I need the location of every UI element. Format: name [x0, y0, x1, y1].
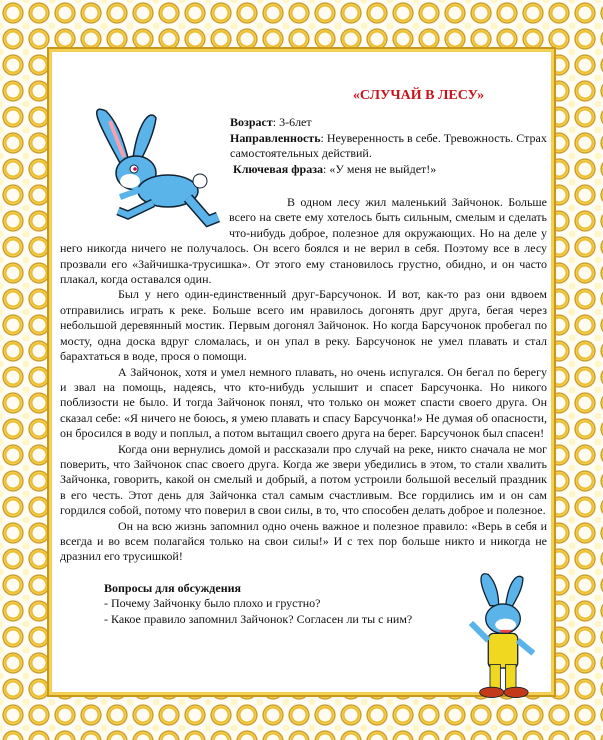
- story-title: «СЛУЧАЙ В ЛЕСУ»: [352, 88, 485, 103]
- story-paragraph: А Зайчонок, хотя и умел немного плавать, но очень испугался. Он бегал по берегу и звал на помощь, надеясь, что кто-нибудь услышит и спасет Барсучонка. Но никого поблизости не было. И тогда Зайчонок понял, что только он может спасти своего друга. Он сказал себе: «Я ничего не боюсь, я умею плавать и спасу Барсучонка!» Не думая об опасности, он бросился в воду и поплыл, а потом вытащил своего друга на берег. Барсучонок был спасен!: [60, 364, 547, 441]
- focus-line: [230, 131, 547, 162]
- age-line: [230, 115, 547, 130]
- age-value: : 3-6лет: [272, 115, 312, 130]
- question-item: - Какое правило запомнил Зайчонок? Согласен ли ты с ним?: [104, 611, 413, 626]
- focus-value: : Неуверенность в себе. Тревожность. Страх самостоятельных действий.: [230, 130, 547, 161]
- key-phrase-value: : «У меня не выйдет!»: [323, 161, 437, 176]
- standing-rabbit-illustration: [455, 571, 551, 701]
- focus-label: Направленность: [230, 130, 321, 145]
- running-rabbit-illustration: [58, 103, 223, 233]
- questions-heading: Вопросы для обсуждения: [104, 580, 242, 595]
- key-phrase-label: Ключевая фраза: [233, 161, 324, 176]
- bottom-section: [60, 571, 547, 701]
- story-paragraph: В одном лесу жил маленький Зайчонок. Больше всего на свете ему хотелось быть сильным, смелым и сделать что-нибудь доброе, полезное для окружающих. Но на деле у него никогда ничего не получалось. Он всего боялся и не верил в себя. Поэтому все в лесу прозвали его «Зайчишка-трусишка». От этого ему становилось грустно, обидно, и он часто плакал, когда оставался один.: [60, 195, 547, 287]
- age-label: Возраст: [230, 115, 273, 130]
- key-phrase-line: [230, 162, 547, 177]
- question-item: - Почему Зайчонку было плохо и грустно?: [104, 596, 321, 611]
- story-paragraph: Он на всю жизнь запомнил одно очень важное и полезное правило: «Верь в себя и всегда и во всем полагайся только на свои силы!» И с тех пор больше никто и никогда не дразнил его трусишкой!: [60, 518, 547, 564]
- story-meta: [230, 115, 547, 177]
- document-content: [60, 88, 547, 701]
- story-paragraph: Был у него один-единственный друг-Барсучонок. И вот, как-то раз они вдвоем отправились играть к реке. Больше всего им нравилось догонять друг друга, бегая через небольшой деревянный мостик. Первым догонял Зайчонок. Но когда Барсучонок пробегал по мосту, одна доска вдруг сломалась, и он упал в реку. Барсучонок не умел плавать и стал барахтаться в воде, прося о помощи.: [60, 287, 547, 364]
- story-paragraph: Когда они вернулись домой и рассказали про случай на реке, никто сначала не мог поверить, что Зайчонок спас своего друга. Когда же звери убедились в этом, то стали хвалить Зайчонка, говорить, какой он смелый и добрый, а потом устроили большой веселый праздник в его честь. Этот день для Зайчонка стал самым счастливым. Все гордились им и он сам гордился собой, потому что поверил в свои силы, в то, что способен делать доброе и полезное.: [60, 441, 547, 518]
- discussion-questions: [104, 581, 412, 627]
